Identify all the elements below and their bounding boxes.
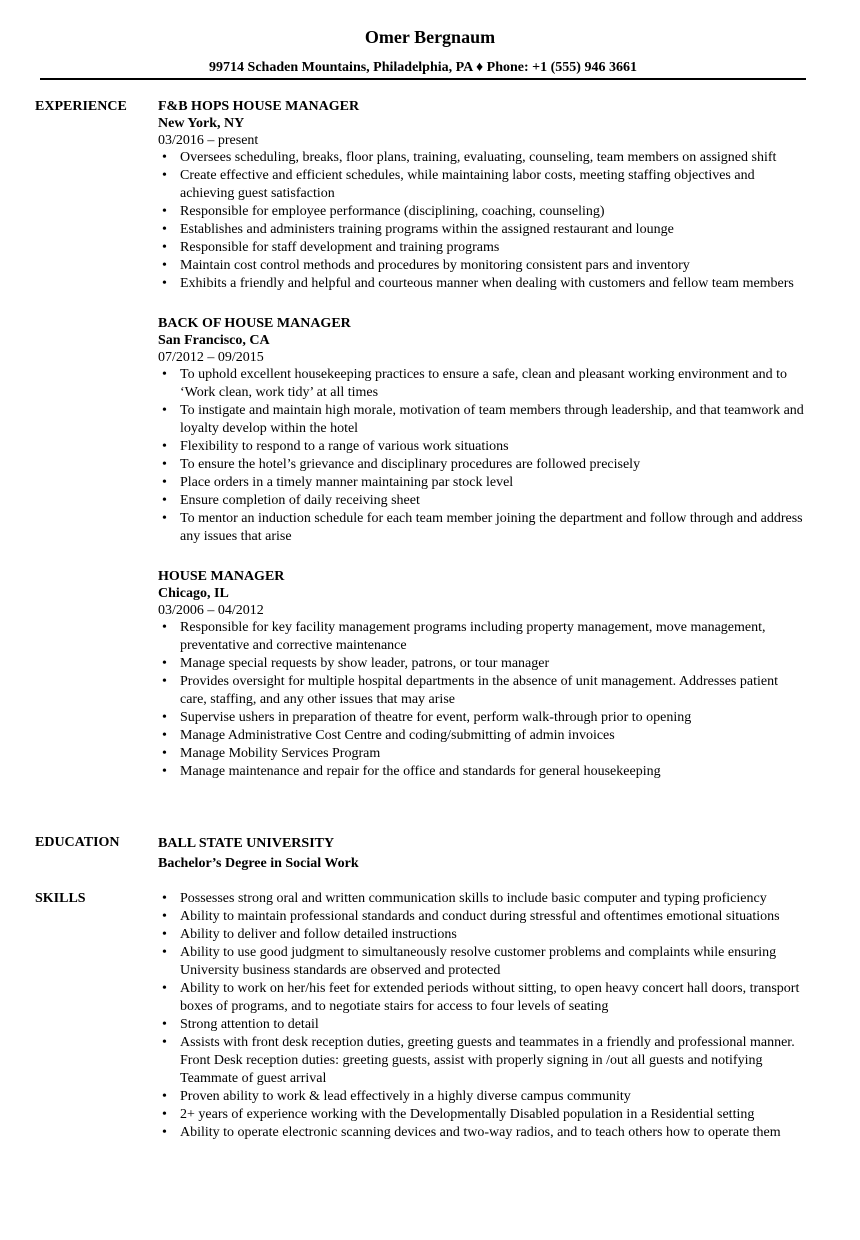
list-item-text: Manage maintenance and repair for the office and standards for general housekeeping <box>180 764 661 779</box>
list-item-text: Ability to operate electronic scanning devices and two-way radios, and to teach others how to operate them <box>180 1125 781 1140</box>
bullet-glyph: • <box>162 710 167 725</box>
list-item-text: Responsible for staff development and training programs <box>180 240 500 255</box>
job-location: San Francisco, CA <box>158 333 270 348</box>
job-title: BACK OF HOUSE MANAGER <box>158 316 351 331</box>
education-degree: Bachelor’s Degree in Social Work <box>158 856 359 871</box>
bullet-glyph: • <box>162 1089 167 1104</box>
bullet-glyph: • <box>162 168 167 183</box>
list-item <box>158 980 806 1016</box>
list-item <box>158 203 806 221</box>
list-item <box>158 492 806 510</box>
job-bullets <box>158 149 806 293</box>
list-item-text: Proven ability to work & lead effectively in a highly diverse campus community <box>180 1089 631 1104</box>
list-item-text: Manage Administrative Cost Centre and coding/submitting of admin invoices <box>180 728 615 743</box>
list-item-text: Ability to work on her/his feet for extended periods without sitting, to open heavy concert hall doors, transport boxes of programs, and to negotiate stairs for access to four levels of seating <box>180 981 800 1014</box>
list-item <box>158 167 806 203</box>
bullet-glyph: • <box>162 511 167 526</box>
job-entry <box>158 568 806 781</box>
list-item-text: To ensure the hotel’s grievance and disciplinary procedures are followed precisely <box>180 457 641 472</box>
bullet-glyph: • <box>162 1107 167 1122</box>
bullet-glyph: • <box>162 674 167 689</box>
bullet-glyph: • <box>162 367 167 382</box>
list-item <box>158 510 806 546</box>
list-item-text: Provides oversight for multiple hospital departments in the absence of unit management. Addresses patient care, staffing, and any other issues that may arise <box>180 674 778 707</box>
list-item <box>158 221 806 239</box>
list-item-text: Oversees scheduling, breaks, floor plans, training, evaluating, counseling, team members on assigned shift <box>180 150 777 165</box>
job-bullets <box>158 619 806 781</box>
list-item-text: Flexibility to respond to a range of various work situations <box>180 439 509 454</box>
bullet-glyph: • <box>162 403 167 418</box>
list-item <box>158 239 806 257</box>
list-item-text: Place orders in a timely manner maintaining par stock level <box>180 475 514 490</box>
list-item-text: Ability to deliver and follow detailed instructions <box>180 927 457 942</box>
list-item <box>158 745 806 763</box>
list-item <box>158 619 806 655</box>
candidate-name: Omer Bergnaum <box>364 27 496 47</box>
bullet-glyph: • <box>162 204 167 219</box>
job-entry <box>158 98 806 293</box>
education-school: BALL STATE UNIVERSITY <box>158 836 335 851</box>
list-item <box>158 926 806 944</box>
bullet-glyph: • <box>162 620 167 635</box>
list-item-text: Responsible for key facility management programs including property management, move management, preventative and corrective maintenance <box>180 620 766 653</box>
bullet-glyph: • <box>162 945 167 960</box>
list-item <box>158 1106 806 1124</box>
list-item-text: Create effective and efficient schedules, while maintaining labor costs, meeting staffing objectives and achieving guest satisfaction <box>180 168 755 201</box>
list-item-text: Strong attention to detail <box>180 1017 319 1032</box>
list-item-text: 2+ years of experience working with the Developmentally Disabled population in a Residential setting <box>180 1107 755 1122</box>
skills-list-wrapper <box>158 890 806 1142</box>
list-item <box>158 149 806 167</box>
bullet-glyph: • <box>162 240 167 255</box>
bullet-glyph: • <box>162 258 167 273</box>
bullet-glyph: • <box>162 981 167 996</box>
list-item <box>158 366 806 402</box>
skills-list <box>158 890 806 1142</box>
bullet-glyph: • <box>162 891 167 906</box>
bullet-glyph: • <box>162 927 167 942</box>
list-item <box>158 655 806 673</box>
list-item-text: Exhibits a friendly and helpful and courteous manner when dealing with customers and fellow team members <box>180 276 794 291</box>
list-item-text: Assists with front desk reception duties, greeting guests and teammates in a friendly and professional manner. Front Desk reception duties: greeting guests, assist with properly signing in /out all guests and notifying Teammate of guest arrival <box>180 1035 795 1086</box>
bullet-glyph: • <box>162 1017 167 1032</box>
job-entry <box>158 315 806 546</box>
job-dates: 03/2016 – present <box>158 133 259 148</box>
list-item-text: Possesses strong oral and written communication skills to include basic computer and typing proficiency <box>180 891 767 906</box>
bullet-glyph: • <box>162 728 167 743</box>
list-item <box>158 456 806 474</box>
list-item-text: Responsible for employee performance (disciplining, coaching, counseling) <box>180 204 605 219</box>
bullet-glyph: • <box>162 150 167 165</box>
job-dates: 07/2012 – 09/2015 <box>158 350 264 365</box>
list-item <box>158 890 806 908</box>
list-item <box>158 1088 806 1106</box>
list-item <box>158 1016 806 1034</box>
list-item-text: Manage Mobility Services Program <box>180 746 381 761</box>
education-entry <box>158 834 806 874</box>
list-item <box>158 727 806 745</box>
bullet-glyph: • <box>162 656 167 671</box>
list-item-text: Ensure completion of daily receiving sheet <box>180 493 420 508</box>
bullet-glyph: • <box>162 746 167 761</box>
list-item <box>158 1034 806 1088</box>
list-item-text: Manage special requests by show leader, patrons, or tour manager <box>180 656 550 671</box>
list-item-text: To instigate and maintain high morale, motivation of team members through leadership, and that teamwork and loyalty develop within the hotel <box>180 403 804 436</box>
list-item <box>158 438 806 456</box>
section-label-education: EDUCATION <box>35 835 120 850</box>
list-item-text: Ability to maintain professional standards and conduct during stressful and oftentimes emotional situations <box>180 909 780 924</box>
experience-list <box>158 98 806 803</box>
list-item-text: Ability to use good judgment to simultaneously resolve customer problems and complaints while ensuring University business standards are observed and protected <box>180 945 777 978</box>
list-item-text: Supervise ushers in preparation of theatre for event, perform walk-through prior to opening <box>180 710 692 725</box>
list-item <box>158 257 806 275</box>
list-item-text: Maintain cost control methods and procedures by monitoring consistent pars and inventory <box>180 258 690 273</box>
list-item <box>158 908 806 926</box>
list-item <box>158 275 806 293</box>
bullet-glyph: • <box>162 439 167 454</box>
bullet-glyph: • <box>162 457 167 472</box>
job-title: HOUSE MANAGER <box>158 569 285 584</box>
list-item <box>158 474 806 492</box>
bullet-glyph: • <box>162 475 167 490</box>
bullet-glyph: • <box>162 493 167 508</box>
bullet-glyph: • <box>162 276 167 291</box>
list-item <box>158 709 806 727</box>
list-item <box>158 402 806 438</box>
contact-line: 99714 Schaden Mountains, Philadelphia, PA ♦ Phone: +1 (555) 946 3661 <box>209 60 637 75</box>
bullet-glyph: • <box>162 1035 167 1050</box>
list-item <box>158 763 806 781</box>
list-item <box>158 673 806 709</box>
list-item-text: To mentor an induction schedule for each team member joining the department and follow through and address any issues that arise <box>180 511 803 544</box>
bullet-glyph: • <box>162 222 167 237</box>
list-item <box>158 1124 806 1142</box>
section-label-skills: SKILLS <box>35 891 86 906</box>
list-item-text: To uphold excellent housekeeping practices to ensure a safe, clean and pleasant working environment and to ‘Work clean, work tidy’ at all times <box>180 367 788 400</box>
job-location: New York, NY <box>158 116 245 131</box>
bullet-glyph: • <box>162 764 167 779</box>
list-item-text: Establishes and administers training programs within the assigned restaurant and lounge <box>180 222 674 237</box>
header-divider <box>40 78 806 80</box>
list-item <box>158 944 806 980</box>
job-bullets <box>158 366 806 546</box>
section-label-experience: EXPERIENCE <box>35 99 127 114</box>
job-location: Chicago, IL <box>158 586 229 601</box>
job-title: F&B HOPS HOUSE MANAGER <box>158 99 360 114</box>
job-dates: 03/2006 – 04/2012 <box>158 603 264 618</box>
bullet-glyph: • <box>162 909 167 924</box>
bullet-glyph: • <box>162 1125 167 1140</box>
